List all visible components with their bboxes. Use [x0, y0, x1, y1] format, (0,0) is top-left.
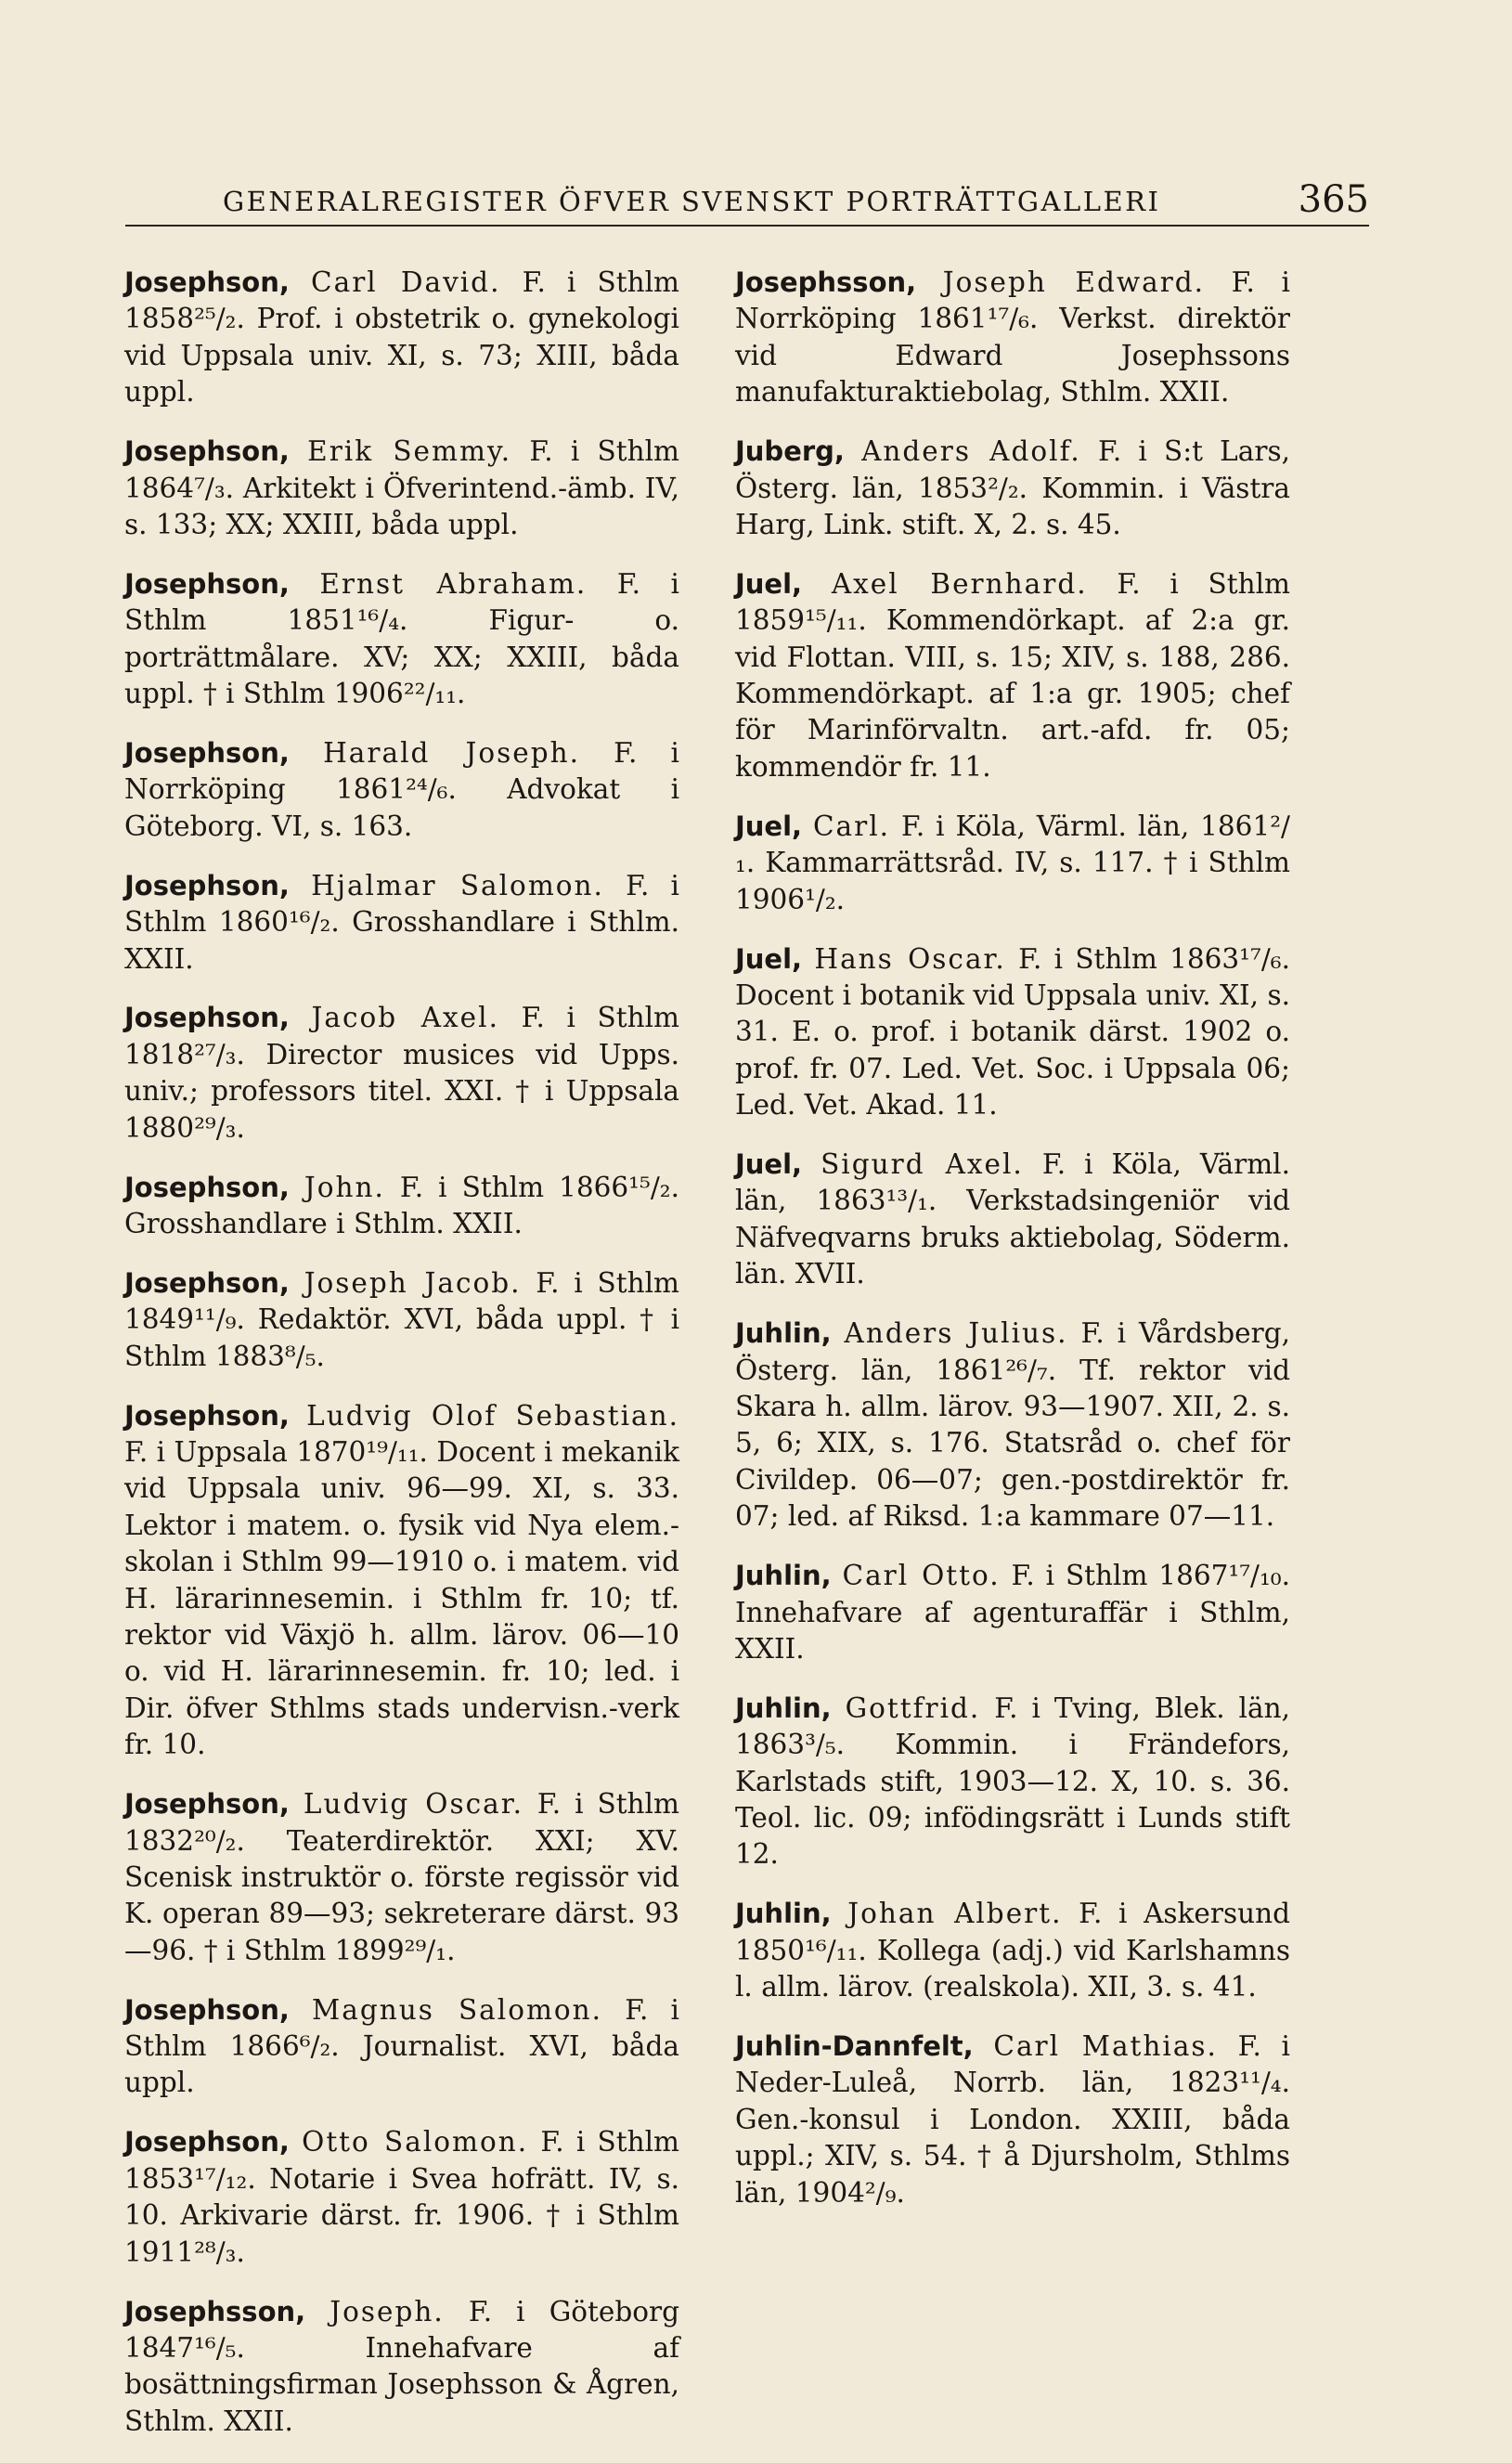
entry-text: F. i Sthlm 1863¹⁷/₆. Docent i botanik vid Uppsala univ. XI, s. 31. E. o. prof. i botanik därst. 1902 o. prof. fr. 07. Led. Vet. Soc. i Uppsala 06; Led. Vet. Akad. 11.	[735, 942, 1290, 1121]
entry-surname: Juel,	[735, 942, 803, 975]
entry-firstnames: Hjalmar Salomon.	[311, 869, 604, 901]
entry-firstnames: Ludvig Oscar.	[303, 1788, 523, 1821]
entry-firstnames: Carl David.	[311, 266, 501, 298]
entry-surname: Josephson,	[124, 1002, 290, 1034]
entry-surname: Juhlin,	[735, 1560, 832, 1592]
entry-surname: Josephson,	[124, 266, 290, 298]
register-entry	[124, 1265, 679, 1375]
entry-firstnames: Anders Adolf.	[861, 435, 1081, 468]
entry-text: F. i Sthlm 1864⁷/₃. Arkitekt i Öfverintend.-ämb. IV, s. 133; XX; XXIII, båda uppl.	[124, 435, 679, 540]
entry-firstnames: Otto Salomon.	[302, 2126, 529, 2158]
entry-text: F. i Sthlm 1858²⁵/₂. Prof. i obstetrik o. gynekologi vid Uppsala univ. XI, s. 73; XIII, båda uppl.	[124, 266, 679, 408]
register-entry	[735, 1147, 1290, 1293]
entry-text: F. i Köla, Värml. län, 1861²/₁. Kammarrättsråd. IV, s. 117. † i Sthlm 1906¹/₂.	[735, 810, 1290, 915]
entry-firstnames: Gottfrid.	[845, 1692, 981, 1724]
entry-text: F. i Sthlm 1853¹⁷/₁₂. Notarie i Svea hofrätt. IV, s. 10. Arkivarie därst. fr. 1906. † i Sthlm 1911²⁸/₃.	[124, 2126, 679, 2268]
entry-firstnames: Anders Julius.	[844, 1317, 1068, 1350]
entry-surname: Juel,	[735, 1148, 803, 1181]
entry-firstnames: Magnus Salomon.	[312, 1993, 603, 2026]
entry-text: F. i Sthlm 1859¹⁵/₁₁. Kommendörkapt. af 2:a gr. vid Flottan. VIII, s. 15; XIV, s. 188, 286. Kommendörkapt. af 1:a gr. 1905; chef för Marinförvaltn. art.-afd. fr. 05; kommendör fr. 11.	[735, 567, 1290, 783]
page-number: 365	[1298, 178, 1369, 221]
entry-surname: Juhlin,	[735, 1898, 832, 1930]
page-header	[125, 178, 1369, 230]
register-entry	[735, 941, 1290, 1124]
entry-text: F. i Sthlm 1832²⁰/₂. Teaterdirektör. XXI; XV. Scenisk instruktör o. förste regissör vid K. operan 89—93; sekreterare därst. 93—96. † i Sthlm 1899²⁹/₁.	[124, 1788, 679, 1966]
entry-firstnames: Sigurd Axel.	[821, 1148, 1024, 1181]
entry-firstnames: Hans Oscar.	[814, 942, 1006, 975]
entry-firstnames: Johan Albert.	[847, 1898, 1063, 1930]
register-entry	[735, 434, 1290, 543]
entry-surname: Josephson,	[124, 435, 290, 468]
register-entry	[124, 1992, 679, 2102]
entry-text: F. i Uppsala 1870¹⁹/₁₁. Docent i mekanik vid Uppsala univ. 96—99. XI, s. 33. Lektor i matem. o. fysik vid Nya elem.-skolan i Sthlm 99—1910 o. i matem. vid H. lärarinnesemin. i Sthlm fr. 10; tf. rektor vid Växjö h. allm. lärov. 06—10 o. vid H. lärarinnesemin. fr. 10; led. i Dir. öfver Sthlms stads undervisn.-verk fr. 10.	[124, 1435, 679, 1761]
entry-surname: Josephson,	[124, 2126, 290, 2158]
entry-text: F. i Göteborg 1847¹⁶/₅. Innehafvare af bosättningsfirman Josephsson & Ågren, Sthlm. XXII.	[124, 2295, 679, 2437]
register-entry	[735, 2029, 1290, 2211]
entry-surname: Juhlin,	[735, 1317, 832, 1350]
entry-firstnames: Joseph.	[330, 2295, 445, 2327]
entry-firstnames: Harald Joseph.	[323, 736, 580, 769]
entry-surname: Josephson,	[124, 1171, 290, 1203]
entry-text: F. i Köla, Värml. län, 1863¹³/₁. Verkstadsingeniör vid Näfveqvarns bruks aktiebolag, Söderm. län. XVII.	[735, 1148, 1290, 1290]
entry-text: F. i Tving, Blek. län, 1863³/₅. Kommin. i Frändefors, Karlstads stift, 1903—12. X, 10. s. 36. Teol. lic. 09; infödingsrätt i Lunds stift 12.	[735, 1692, 1290, 1871]
entry-surname: Josephsson,	[124, 2295, 306, 2327]
entry-text: F. i Sthlm 1866¹⁵/₂. Grosshandlare i Sthlm. XXII.	[124, 1171, 679, 1239]
entry-surname: Juel,	[735, 810, 803, 842]
entry-surname: Josephsson,	[735, 266, 917, 298]
entry-text: F. i Norrköping 1861²⁴/₆. Advokat i Göteborg. VI, s. 163.	[124, 736, 679, 842]
entry-text: F. i Sthlm 1849¹¹/₉. Redaktör. XVI, båda uppl. † i Sthlm 1883⁸/₅.	[124, 1266, 679, 1372]
register-entry	[735, 265, 1290, 411]
register-entry	[735, 1316, 1290, 1535]
entry-text: F. i S:t Lars, Österg. län, 1853²/₂. Kommin. i Västra Harg, Link. stift. X, 2. s. 45.	[735, 435, 1290, 540]
entry-firstnames: Joseph Edward.	[942, 266, 1206, 298]
entry-surname: Josephson,	[124, 1788, 290, 1821]
entry-text: F. i Neder-Luleå, Norrb. län, 1823¹¹/₄. Gen.-konsul i London. XXIII, båda uppl.; XIV, s. 54. † å Djursholm, Sthlms län, 1904²/₉.	[735, 2030, 1290, 2209]
register-entry	[735, 809, 1290, 918]
entry-firstnames: Axel Bernhard.	[831, 567, 1088, 600]
right-column	[735, 265, 1290, 2235]
entry-surname: Juberg,	[735, 435, 845, 468]
header-rule	[125, 225, 1369, 227]
register-entry	[124, 1000, 679, 1147]
entry-firstnames: Ludvig Olof Sebastian.	[306, 1399, 679, 1432]
entry-surname: Josephson,	[124, 1993, 290, 2026]
entry-firstnames: Ernst Abraham.	[319, 567, 588, 600]
entry-firstnames: Joseph Jacob.	[304, 1266, 522, 1299]
entry-text: F. i Sthlm 1818²⁷/₃. Director musices vid Upps. univ.; professors titel. XXI. † i Uppsala 1880²⁹/₃.	[124, 1002, 679, 1144]
register-entry	[735, 1896, 1290, 2005]
entry-firstnames: Jacob Axel.	[311, 1002, 499, 1034]
entry-text: F. i Norrköping 1861¹⁷/₆. Verkst. direktör vid Edward Josephssons manufakturaktiebolag, Sthlm. XXII.	[735, 266, 1290, 408]
register-entry	[735, 566, 1290, 785]
entry-surname: Josephson,	[124, 736, 290, 769]
register-entry	[124, 2124, 679, 2271]
entry-surname: Josephson,	[124, 1399, 290, 1432]
register-entry	[124, 2294, 679, 2441]
register-entry	[124, 265, 679, 411]
register-entry	[124, 434, 679, 543]
entry-text: F. i Sthlm 1851¹⁶/₄. Figur- o. porträttmålare. XV; XX; XXIII, båda uppl. † i Sthlm 1906²²/₁₁.	[124, 567, 679, 710]
entry-surname: Josephson,	[124, 567, 290, 600]
register-entry	[124, 868, 679, 978]
entry-surname: Josephson,	[124, 869, 290, 901]
entry-surname: Juhlin,	[735, 1692, 832, 1724]
entry-surname: Josephson,	[124, 1266, 290, 1299]
entry-text: F. i Sthlm 1866⁶/₂. Journalist. XVI, båda uppl.	[124, 1993, 679, 2099]
entry-firstnames: John.	[304, 1171, 385, 1203]
entry-text: F. i Sthlm 1867¹⁷/₁₀. Innehafvare af agenturaffär i Sthlm, XXII.	[735, 1560, 1290, 1665]
register-entry	[124, 566, 679, 713]
register-entry	[735, 1558, 1290, 1667]
register-entry	[735, 1691, 1290, 1873]
left-column	[124, 265, 679, 2463]
running-title: GENERALREGISTER ÖFVER SVENSKT PORTRÄTTGALLERI	[223, 186, 1161, 217]
entry-text: F. i Vårdsberg, Österg. län, 1861²⁶/₇. Tf. rektor vid Skara h. allm. lärov. 93—1907. XII, 2. s. 5, 6; XIX, s. 176. Statsråd o. chef för Civildep. 06—07; gen.-postdirektör fr. 07; led. af Riksd. 1:a kammare 07—11.	[735, 1317, 1290, 1533]
entry-text: F. i Askersund 1850¹⁶/₁₁. Kollega (adj.) vid Karlshamns l. allm. lärov. (realskola). XII, 3. s. 41.	[735, 1898, 1290, 2003]
entry-firstnames: Carl.	[812, 810, 891, 842]
entry-text: F. i Sthlm 1860¹⁶/₂. Grosshandlare i Sthlm. XXII.	[124, 869, 679, 975]
register-entry	[124, 1170, 679, 1243]
entry-firstnames: Carl Otto.	[842, 1560, 1001, 1592]
entry-firstnames: Carl Mathias.	[993, 2030, 1218, 2063]
register-entry	[124, 735, 679, 845]
entry-surname: Juhlin-Dannfelt,	[735, 2030, 974, 2063]
register-entry	[124, 1786, 679, 1969]
register-entry	[124, 1398, 679, 1764]
entry-firstnames: Erik Semmy.	[307, 435, 512, 468]
entry-surname: Juel,	[735, 567, 803, 600]
